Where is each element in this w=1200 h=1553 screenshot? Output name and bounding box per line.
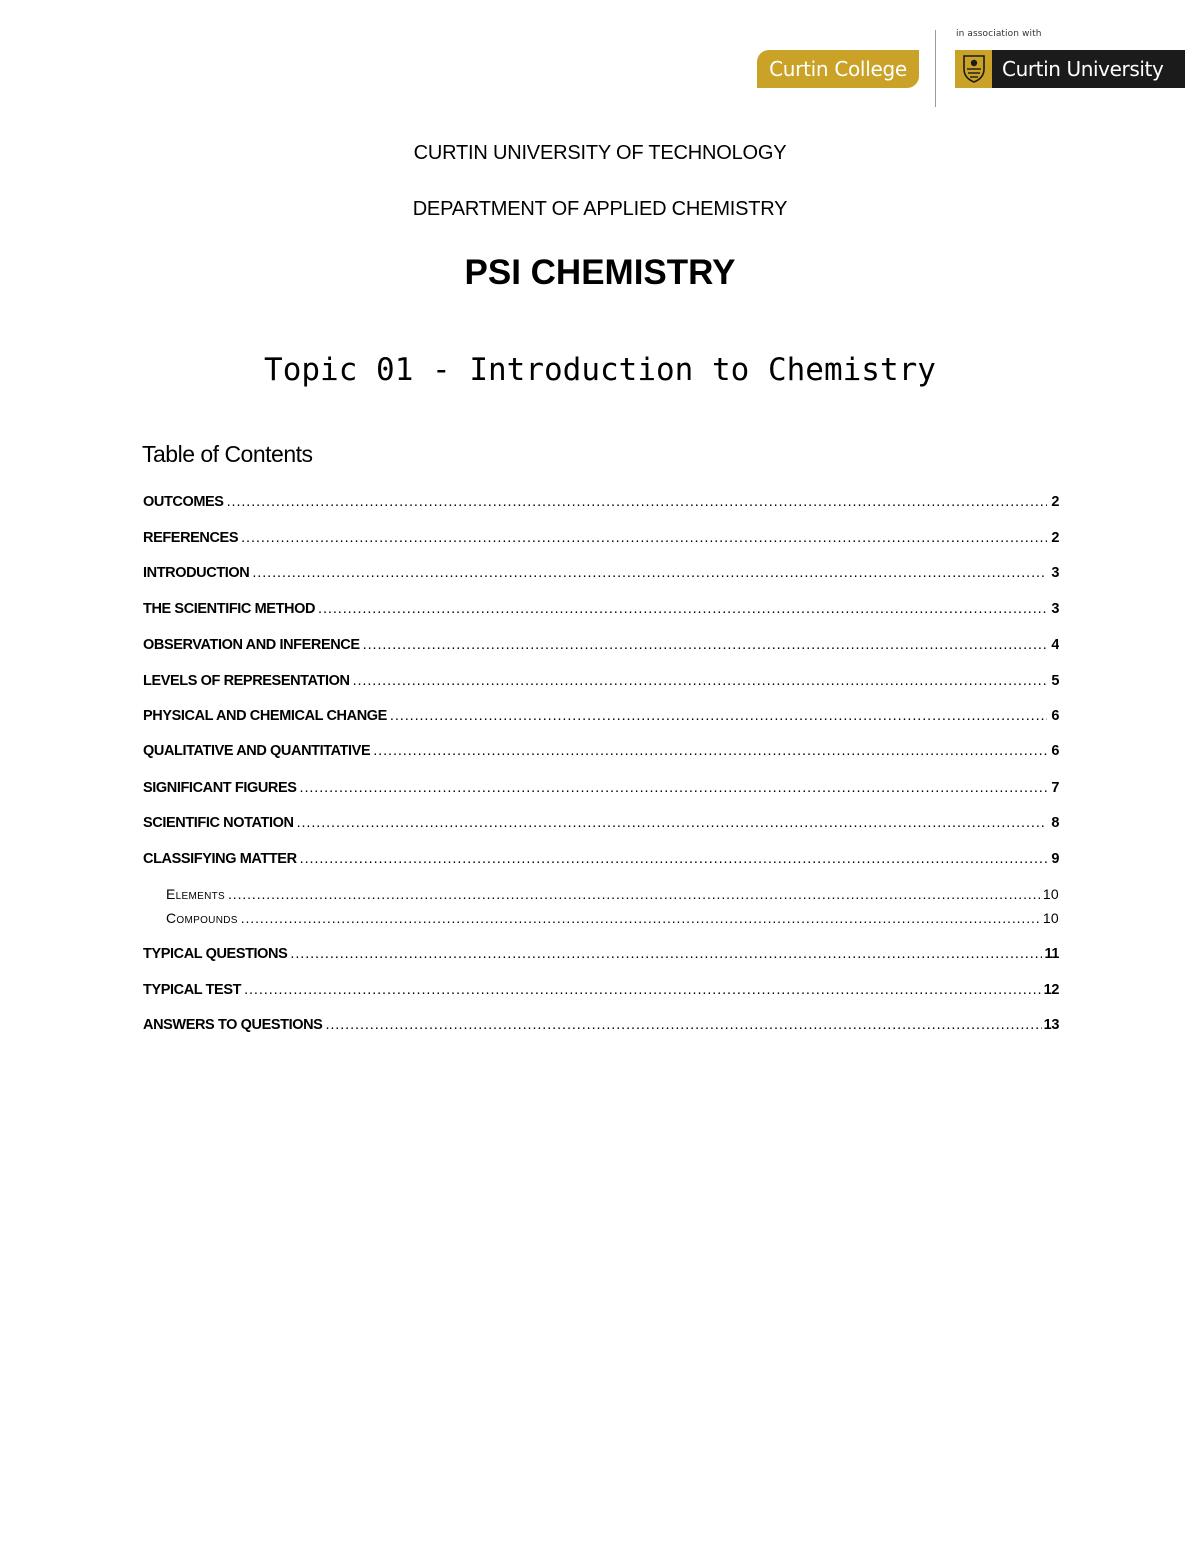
toc-entry-label: SIGNIFICANT FIGURES (143, 780, 297, 796)
department-name: DEPARTMENT OF APPLIED CHEMISTRY (412, 198, 788, 220)
course-title: PSI CHEMISTRY (464, 253, 736, 292)
toc-entry[interactable] (143, 851, 1059, 869)
toc-entry-page-number: 3 (1051, 565, 1059, 581)
toc-entry-label: ANSWERS TO QUESTIONS (143, 1017, 323, 1033)
toc-entry[interactable] (143, 637, 1059, 655)
logo-divider (935, 30, 936, 107)
toc-entry[interactable] (143, 565, 1059, 583)
toc-entry-page-number: 10 (1042, 910, 1059, 926)
toc-entry-page-number: 2 (1051, 530, 1059, 546)
association-text: in association with (956, 29, 1042, 39)
toc-entry-label: INTRODUCTION (143, 565, 250, 581)
toc-subentry[interactable] (166, 886, 1059, 904)
toc-entry-page-number: 9 (1051, 851, 1059, 867)
toc-dot-leader (241, 530, 1047, 546)
toc-dot-leader (300, 851, 1047, 867)
toc-entry-label: SCIENTIFIC NOTATION (143, 815, 294, 831)
toc-dot-leader (390, 708, 1047, 724)
toc-entry[interactable] (143, 946, 1059, 964)
toc-entry-label: OBSERVATION AND INFERENCE (143, 637, 360, 653)
toc-entry[interactable] (143, 982, 1059, 1000)
toc-entry-page-number: 7 (1051, 780, 1059, 796)
toc-entry[interactable] (143, 780, 1059, 798)
toc-entry-page-number: 5 (1051, 673, 1059, 689)
toc-dot-leader (318, 601, 1047, 617)
toc-entry[interactable] (143, 743, 1059, 761)
shield-crest-icon (955, 50, 992, 88)
toc-entry-page-number: 3 (1051, 601, 1059, 617)
toc-dot-leader (353, 673, 1047, 689)
curtin-college-logo-text: Curtin College (769, 57, 907, 81)
toc-entry-page-number: 11 (1044, 946, 1059, 962)
toc-entry-page-number: 6 (1051, 743, 1059, 759)
toc-dot-leader (290, 946, 1042, 962)
curtin-college-logo (757, 50, 919, 88)
toc-entry[interactable] (143, 494, 1059, 512)
toc-dot-leader (241, 910, 1041, 926)
shield-crest-icon-graphic (963, 55, 985, 83)
toc-entry-label: TYPICAL TEST (143, 982, 242, 998)
toc-entry-label: REFERENCES (143, 530, 239, 546)
toc-entry[interactable] (143, 673, 1059, 691)
toc-entry-page-number: 4 (1051, 637, 1059, 653)
toc-entry-label: CLASSIFYING MATTER (143, 851, 297, 867)
toc-entry[interactable] (143, 601, 1059, 619)
toc-entry-page-number: 6 (1051, 708, 1059, 724)
toc-entry[interactable] (143, 1017, 1059, 1035)
curtin-university-logo (955, 50, 1185, 88)
toc-dot-leader (363, 637, 1047, 653)
toc-dot-leader (300, 780, 1047, 796)
toc-entry-page-number: 2 (1051, 494, 1059, 510)
toc-entry-label: LEVELS OF REPRESENTATION (143, 673, 350, 689)
toc-dot-leader (325, 1017, 1041, 1033)
toc-entry-label: THE SCIENTIFIC METHOD (143, 601, 316, 617)
toc-entry-page-number: 12 (1043, 982, 1059, 998)
toc-heading: Table of Contents (142, 441, 313, 467)
toc-dot-leader (244, 982, 1042, 998)
toc-entry-label: PHYSICAL AND CHEMICAL CHANGE (143, 708, 387, 724)
toc-entry-label: OUTCOMES (143, 494, 224, 510)
institution-name: CURTIN UNIVERSITY OF TECHNOLOGY (413, 142, 787, 164)
toc-dot-leader (373, 743, 1047, 759)
toc-entry[interactable] (143, 815, 1059, 833)
toc-dot-leader (228, 886, 1041, 902)
toc-entry-label: QUALITATIVE AND QUANTITATIVE (143, 743, 371, 759)
toc-subentry[interactable] (166, 910, 1059, 928)
curtin-university-logo-text: Curtin University (992, 50, 1185, 88)
topic-title: Topic 01 - Introduction to Chemistry (264, 352, 936, 388)
toc-dot-leader (252, 565, 1047, 581)
toc-dot-leader (227, 494, 1047, 510)
toc-entry-page-number: 10 (1042, 886, 1059, 902)
toc-entry-page-number: 8 (1051, 815, 1059, 831)
toc-dot-leader (297, 815, 1047, 831)
toc-entry[interactable] (143, 530, 1059, 548)
toc-entry[interactable] (143, 708, 1059, 726)
toc-entry-page-number: 13 (1043, 1017, 1059, 1033)
toc-entry-label: TYPICAL QUESTIONS (143, 946, 288, 962)
toc-entry-label: Compounds (166, 910, 238, 926)
toc-entry-label: Elements (166, 886, 225, 902)
